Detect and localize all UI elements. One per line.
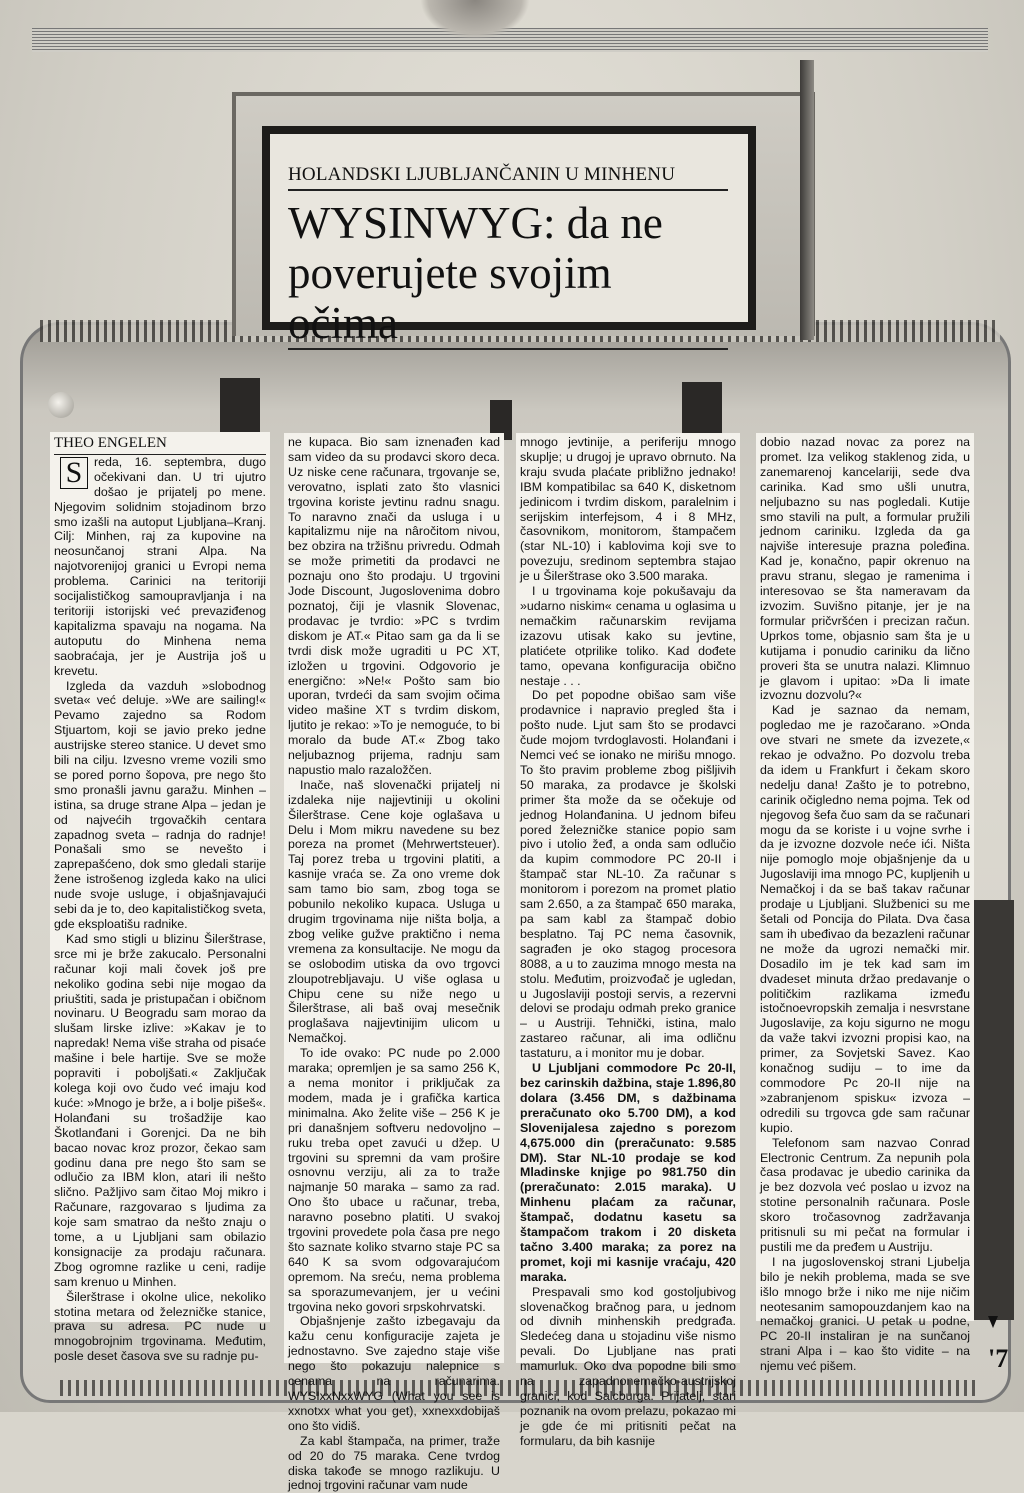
article-column-3 [516,433,740,1448]
author-byline: THEO ENGELEN [54,436,266,455]
paragraph: Do pet popodne obišao sam više prodavnice i napravio pregled šta i pošto nude. Ljut sam što se prodavci čude mojom tvrdoglavosti. Holanđani i Nemci već se ionako ne mirišu mnogo. To što pravim probleme zbog pišljivih 50 maraka, za prodavce je školski primer šta može da se očekuje od jednog Holanđanina. U jednom bifeu pored železničke stanice popio sam pivo i utolio žeđ, a onda sam odlučio da kupim commodore PC 20-II i štampač star NL-10. Za računar s monitorom i porezom na promet platio sam 2.650, a za štampač 650 maraka, pa sam kabl za štampač dobio besplatno. Taj PC nema časovnik, sagrađen je oko stagog procesora 8088, a u to zauzima mnogo mesta na stolu. Međutim, proizvođač je ugledan, u Jugoslaviji postoji servis, a rezervni delovi se prodaju odmah preko granice – u Austriji. Tehnički, istina, malo zastareo računar, ali ima odličnu tastaturu, a i monitor mu je dobar. [520,688,736,1061]
paragraph: I u trgovinama koje pokušavaju da »udarno niskim« cenama u oglasima u nemačkim računarskim revijama izazovu utisak kako su jevtine, platićete otprilike toliko. Kad dođete tamo, opevana konfiguracija obično nestaje . . . [520,584,736,688]
paragraph: Inače, naš slovenački prijatelj ni izdaleka nije najjevtiniji u okolini Šilerštrase. Cene koje oglašava u Delu i Mom mikru navedene su bez poreza na promet (Mehrwertsteuer). Taj porez treba u trgovini platiti, a kasnije vraća se. Za ono vreme dok sam tamo bio sam, zbog toga se pobunilo nekoliko kupaca. Usluga u drugim trgovinama nije ništa bolja, a zbog velike gužve praktično i nema vremena za konsultacije. Ne mogu da se oslobodim utiska da ovo trgovci zloupotrebljavaju. U više oglasa u Chipu cene su niže nego u Šilerštrase, ali baš ovaj mesečnik proglašava najjevtinijim ulicom u Nemačkoj. [288,777,500,1046]
article-column-4 [756,433,974,1374]
paragraph: dobio nazad novac za porez na promet. Iza velikog staklenog zida, u zanemarenoj kancelariji, sede dva carinika. Kad smo ušli unutra, neljubazno su nas pogledali. Kutije smo stavili na pult, a formular pružili jednom cariniku. Izgleda da ga najviše interesuje prazna poleđina. Kad je, konačno, papir okrenuo na pravu stranu, slegao je ramenima i interesovao se šta nameravam da izvozim. Suvišno pitanje, jer je na formular pričvršćen i precizan račun. Uprkos tome, objasnio sam šta je u kutijama i ponudio cariniku da lično proveri šta se unutra nalazi. Klimnuo je glavom i upitao: »Da li imate izvoznu dozvolu?« [760,435,970,703]
headline-line-1: WYSINWYG: da ne [288,198,663,248]
paragraph: I na jugoslovenskoj strani Ljubelja bilo je nekih problema, mada se sve išlo mnogo brže i niko me nije ničim neotesanim samopouzdanjem kao na nemačkoj granici. U petak u podne, PC 20-II instaliran je na sunčanoj strani Alpa i – kao što vidite – na njemu već pišem. [760,1254,970,1374]
paragraph: Izgleda da vazduh »slobodnog sveta« već deluje. »We are sailing!« Pevamo zajedno sa Rodom Stjuartom, koji se javio preko jedne austrijske stereo stanice. U devet smo bili na cilju. Izvesno vreme vozili smo se pored porno šopova, pre nego što smo pronašli javnu garažu. Minhen – istina, sa druge strane Alpa – jedan je od najvećih trgovačkih centara zapadnog sveta – radnja do radnje! Ponašali smo se nevešto i zaprepašćeno, dok smo gledali starije žene istrošenog izgleda kako na ulici nude svoje usluge, i objašnjavajući sebi da je to, deo kapitalističkog sveta, gde eksploatišu radnike. [54,678,266,931]
bag-strap-right [682,382,722,438]
paragraph: Objašnjenje zašto izbegavaju da kažu cenu konfiguracije zajeta je jednostavno. Sve zajedno staje više nego što pokazuju nalepnice s cenama na računarima. WYSIxxNxxWYG (What you see is xxnotxx what you get), xxnexxdobijaš ono što vidiš. [288,1314,500,1433]
drop-cap: S [60,457,88,489]
paragraph: mnogo jevtinije, a periferiju mnogo skuplje; u drugoj je upravo obrnuto. Na kraju svuda plaćate približno jednako! IBM kompatibilac sa 640 K, disketnom jedinicom i tvrdim diskom, paralelnim i serijskim interfejsom, 4 i 8 MHz, časovnikom, monitorom, štampačem (star NL-10) i kablovima koji sve to povezuju, sredinom septembra stajao je u Šilerštrase oko 3.500 maraka. [520,435,736,584]
paragraph: To ide ovako: PC nude po 2.000 maraka; opremljen je sa samo 256 K, a nema monitor i priključak za modem, mada je i grafička kartica minimalna. Ako želite više – 256 K je pri današnjem softveru nedovoljno – ruku treba opet zavući u džep. U trgovini su spremni da vam prošire osnovnu verziju, ali za to traže najmanje 50 maraka – samo za rad. Ono što ubace u računar, treba, naravno posebno platiti. U svakoj trgovini provedete pola časa pre nego što saznate koliko stvarno staje PC sa 640 K sa svom odgovarajućom opremom. Na sreću, nema problema sa sporazumevanjem, jer u većini trgovina neko govori srpskohrvatski. [288,1046,500,1314]
paragraph: Prespavali smo kod gostoljubivog slovenačkog bračnog para, u jednom od divnih minhenskih predgrađa. Sledećeg dana u stojadinu više nismo pevali. Do Ljubljane nas prati mamurluk. Oko dva popodne bili smo na zapadnonemačko-austrijskoj granici, kod Salcburga. Prijatelj, stari poznanik na ovom prelazu, pokazao mi je gde će mi pritisniti pečat na formularu, da bih kasnije [520,1284,736,1448]
page-number: '7 [988,1344,1009,1373]
paragraph: ne kupaca. Bio sam iznenađen kad sam video da su prodavci skoro deca. Uz niske cene računara, trgovanje se, verovatno, isplati zato što vlasnici trgovina koriste jevtinu radnu snagu. To naravno znači da usluga i u kapitalizmu nije na nâročitom nivou, bez obzira na tržišnu privredu. Odmah se može primetiti da prodavci ne poznaju ono što prodaju. U trgovini Jode Discount, Jugoslovenima dobro poznatoj, čiji je vlasnik Slovenac, prodavac je tvrdio: »PC s tvrdim diskom je AT.« Pitao sam ga da li se tvrdi disk može ugraditi u PC XT, izložen u trgovini. Odgovorio je energično: »Ne!« Pošto sam bio uporan, tvrdeći da sam svojim očima video mašine XT s tvrdim diskom, ljutito je rekao: »To je nemoguće, to bi moralo da bude AT.« Zbog tako neljubaznog prijema, radnju sam napustio malo razaložčen. [288,435,500,777]
paragraph: Za kabl štampača, na primer, traže od 20 do 75 maraka. Cene tvrdog diska takođe se mnogo razlikuju. U jednoj trgovini računar vam nude [288,1433,500,1493]
monitor-side [800,60,814,340]
paragraph: Kad smo stigli u blizinu Šilerštrase, srce mi je brže zakucalo. Personalni računar koji mali čovek još pre nekoliko godina sebi nije mogao da priuštiti, sada je pristupačan i običnom novinaru. U Beogradu sam morao da slušam lirske izlive: »Kakav je to napredak! Nema više straha od pisaće mašine i bele hartije. Sve se može popraviti i poboljšati.« Zaključak kolega koji ovo čudo već imaju kod kuće: »Mnogo je brže, a i bolje pišeš«. Holanđani su trošadžije kao Škotlanđani i Gorenjci. Da ne bih bacao novac kroz prozor, čekao sam godinu dana pre nego što sam se odlučio za IBM klon, atari ili nešto slično. Pažljivo sam čitao Moj mikro i Računare, razgovarao s ljudima za koje sam smatrao da nešto znaju o tome, a u Ljubljani sam obilazio konsignacije za prodaju računara. Zbog ogromne razlike u ceni, radije sam krenuo u Minhen. [54,931,266,1289]
paragraph: Kad je saznao da nemam, pogledao me je razočarano. »Onda ove stvari ne smete da izvezete,« rekao je odvažno. Po dozvolu treba da idem u Frankfurt i čekam skoro nedelju dana! Zašto je to potrebno, carinik očigledno nema pojma. Tek od njegovog šefa čuo sam da se računari mogu da se koriste i u vojne svrhe i da je izvozne dozvole neće ići. Ništa nije pomoglo moje objašnjenje da u Jugoslaviji ima mnogo PC, kupljenih u Nemačkoj i da se baš takav računar prodaje u Ljubljani. Službenici su me šetali od Poncija do Pilata. Dva časa sam ih ubeđivao da bezazleni računar ne može da ugrozi nemački mir. Dosadilo im je tek kad sam im dvadeset minuta držao predavanje o političkim razlikama između istočnoevropskih zemalja i nesvrstane Jugoslavije, za koju sigurno ne mogu da važe takvi izvozni propisi kao, na primer, za Sovjetski Savez. Kao konačnog sudiju – to ime da commodore Pc 20-II nije na »zabranjenom spisku« izvoza – odredili su trgovca gde sam računar kupio. [760,703,970,1135]
headline-line-2: poverujete svojim očima [288,248,728,350]
photo-figure [420,0,530,40]
paragraph: Telefonom sam nazvao Conrad Electronic Centrum. Za nepunih pola časa prodavac je ubedio carinika da je bez dozvola već poslao u izvoz na stotine personalnih računara. Posle skoro tročasovnog zadržavanja pritisnuli su mi pečat na formular i pustili me da pređem u Austriju. [760,1135,970,1254]
paragraph-bold: U Ljubljani commodore Pc 20-II, bez carinskih dažbina, staje 1.896,80 dolara (3.456 DM, s dažbinama preračunato oko 5.700 DM), a kod Slovenijalesa zajedno s porezom 4,675.000 din (preračunato: 9.585 DM). Star NL-10 prodaje se kod Mladinske knjige po 981.750 din (preračunato: 2.015 maraka). U Minhenu plaćam za računar, štampač, dodatnu kasetu sa štampačom trakom i 20 disketa tačno 3.400 maraka; za porez na promet, koji mi kasnije vraćaju, 420 maraka. [520,1061,736,1284]
paragraph: reda, 16. septembra, dugo očekivani dan. U tri ujutro došao je prijatelj po mene. Njegovim solidnim stojadinom brzo smo izašli na autoput Ljubljana–Kranj. Cilj: Minhen, raj za kupovine na neosunčanoj strani Alpa. Na najotvorenijoj granici u Evropi nema problema. Carinici na teritoriji socijalističkog samoupravljanja i na teritoriji istorijski već prevaziđenog kapitalizma spavaju na nogama. Na autoputu do Minhena nema saobraćaja, jer je Austrija još u krevetu. [54,454,266,678]
continue-arrow-icon [988,1316,998,1328]
bag-rivet [48,392,74,418]
paragraph: Šilerštrase i okolne ulice, nekoliko stotina metara od železničke stanice, prava su adresa. PC nude u mnogobrojnim trgovinama. Međutim, posle deset časova sve su radnje pu- [54,1289,266,1364]
article-column-1 [50,432,270,1364]
bag-strap-left [220,378,260,438]
article-kicker: HOLANDSKI LJUBLJANČANIN U MINHENU [288,164,728,191]
article-column-2 [284,433,504,1493]
bag-side-shadow [974,900,1014,1320]
article-headline [288,198,728,350]
